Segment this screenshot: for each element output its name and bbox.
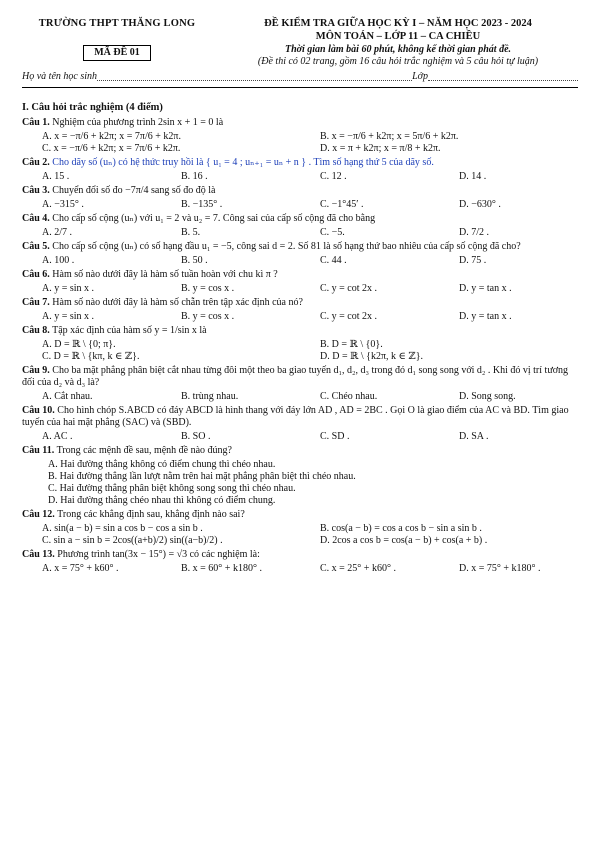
answer-option-c[interactable]: C. 44 . (320, 254, 347, 266)
question-number: Câu 5. (22, 240, 50, 252)
question-10 (22, 405, 578, 443)
student-info-line (22, 71, 578, 83)
header-right (218, 18, 578, 68)
question-stem (22, 213, 578, 225)
answer-option-d[interactable]: D. 75 . (459, 254, 487, 266)
question-2 (22, 157, 578, 183)
question-stem (22, 365, 578, 389)
question-stem (22, 325, 578, 337)
header-left (22, 18, 212, 68)
exam-title: ĐỀ KIỂM TRA GIỮA HỌC KỲ I – NĂM HỌC 2023 - 2024 (264, 18, 532, 29)
question-text: Chuyển đổi số đo −7π/4 sang số đo độ là (52, 184, 216, 196)
answer-option-a[interactable]: A. Hai đường thẳng không có điểm chung thì chéo nhau. (48, 458, 276, 470)
question-text: Hàm số nào dưới đây là hàm số tuần hoàn với chu kì π ? (52, 268, 278, 280)
question-number: Câu 1. (22, 116, 50, 128)
question-12 (22, 509, 578, 547)
answer-option-d[interactable]: D. y = tan x . (459, 282, 512, 294)
answer-option-b[interactable]: B. Hai đường thẳng lần lượt nằm trên hai mặt phẳng phân biệt thì chéo nhau. (48, 470, 356, 482)
answer-options (22, 283, 578, 295)
question-number: Câu 10. (22, 404, 55, 416)
class-label: Lớp (412, 71, 428, 83)
answer-option-a[interactable]: A. y = sin x . (42, 282, 95, 294)
answer-option-a[interactable]: A. Cắt nhau. (42, 390, 93, 402)
question-text: Trong các mệnh đề sau, mệnh đề nào đúng? (56, 444, 232, 456)
answer-options (22, 459, 578, 507)
answer-options (22, 255, 578, 267)
exam-code-box: MÃ ĐỀ 01 (83, 45, 151, 61)
question-number: Câu 13. (22, 548, 55, 560)
exam-page (22, 18, 578, 575)
answer-options (22, 339, 578, 363)
answer-options (22, 227, 578, 239)
question-number: Câu 6. (22, 268, 50, 280)
answer-option-b[interactable]: B. 50 . (181, 254, 208, 266)
question-9 (22, 365, 578, 403)
answer-option-d[interactable]: D. 14 . (459, 170, 487, 182)
answer-option-a[interactable]: A. 15 . (42, 170, 70, 182)
question-3 (22, 185, 578, 211)
answer-option-b[interactable]: B. 5. (181, 226, 201, 238)
question-number: Câu 3. (22, 184, 50, 196)
answer-options (22, 199, 578, 211)
exam-duration: Thời gian làm bài 60 phút, không kể thời gian phát đề. (284, 44, 512, 56)
section-title: I. Câu hỏi trắc nghiệm (4 điểm) (22, 102, 163, 114)
answer-option-b[interactable]: B. x = 60° + k180° . (181, 562, 262, 574)
answer-option-c[interactable]: C. Hai đường thẳng phân biệt không song song thì chéo nhau. (48, 482, 296, 494)
answer-option-a[interactable]: A. x = 75° + k60° . (42, 562, 119, 574)
answer-option-a[interactable]: A. 2/7 . (42, 226, 72, 238)
question-stem (22, 297, 578, 309)
question-11 (22, 445, 578, 507)
question-4 (22, 213, 578, 239)
answer-option-d[interactable]: D. −630° . (459, 198, 501, 210)
question-text: Hàm số nào dưới đây là hàm số chẵn trên tập xác định của nó? (52, 296, 303, 308)
answer-option-a[interactable]: A. −315° . (42, 198, 84, 210)
answer-options (22, 523, 578, 547)
answer-option-d[interactable]: D. D = ℝ \ {k2π, k ∈ ℤ}. (320, 350, 424, 362)
answer-option-b[interactable]: B. y = cos x . (181, 282, 235, 294)
exam-subject: MÔN TOÁN – LỚP 11 – CA CHIỀU (315, 30, 481, 42)
exam-header (22, 18, 578, 68)
question-text: Cho dãy số (uₙ) có hệ thức truy hồi là { u₁ = 4 ; uₙ₊₁ = uₙ + n } . Tìm số hạng thứ 5 của dãy số. (52, 156, 434, 168)
question-text: Tập xác định của hàm số y = 1/sin x là (52, 324, 207, 336)
answer-option-c[interactable]: C. SD . (320, 430, 350, 442)
answer-option-d[interactable]: D. SA . (459, 430, 489, 442)
answer-option-c[interactable]: C. D = ℝ \ {kπ, k ∈ ℤ}. (42, 350, 140, 362)
question-text: Nghiệm của phương trình 2sin x + 1 = 0 là (52, 116, 224, 128)
question-stem (22, 157, 578, 169)
answer-option-d[interactable]: D. 2cos a cos b = cos(a − b) + cos(a + b) . (320, 534, 488, 546)
question-stem (22, 241, 578, 253)
question-text: Cho ba mặt phẳng phân biệt cắt nhau từng đôi một theo ba giao tuyến d₁, d₂, d₃ trong đó d₁ song song với d₂ . Khi đó vị trí tương đối của d₂ và d₃ là? (22, 364, 569, 388)
question-number: Câu 7. (22, 296, 50, 308)
question-stem (22, 117, 578, 129)
question-stem (22, 445, 578, 457)
answer-option-d[interactable]: D. x = 75° + k180° . (459, 562, 541, 574)
answer-option-a[interactable]: A. 100 . (42, 254, 75, 266)
answer-option-a[interactable]: A. x = −π/6 + k2π; x = 7π/6 + k2π. (42, 130, 181, 142)
answer-option-d[interactable]: D. y = tan x . (459, 310, 512, 322)
question-text: Phương trình tan(3x − 15°) = √3 có các nghiệm là: (57, 548, 260, 560)
answer-option-c[interactable]: C. x = 25° + k60° . (320, 562, 396, 574)
answer-option-c[interactable]: C. x = −π/6 + k2π; x = 7π/6 + k2π. (42, 142, 181, 154)
answer-option-a[interactable]: A. sin(a − b) = sin a cos b − cos a sin b . (42, 522, 203, 534)
question-text: Cho cấp số cộng (uₙ) có số hạng đầu u₁ = −5, công sai d = 2. Số 81 là số hạng thứ bao nhiêu của cấp số cộng đã cho? (52, 240, 521, 252)
header-divider (22, 87, 578, 88)
exam-note: (Đề thi có 02 trang, gồm 16 câu hỏi trắc nghiệm và 5 câu hỏi tự luận) (257, 56, 539, 68)
answer-option-a[interactable]: A. AC . (42, 430, 73, 442)
question-stem (22, 185, 578, 197)
question-text: Cho cấp số cộng (uₙ) với u₁ = 2 và u₂ = 7. Công sai của cấp số cộng đã cho bằng (52, 212, 376, 224)
answer-options (22, 563, 578, 575)
answer-option-c[interactable]: C. sin a − sin b = 2cos((a+b)/2) sin((a−b)/2) . (42, 534, 223, 546)
answer-options (22, 311, 578, 323)
answer-option-d[interactable]: D. Hai đường thẳng chéo nhau thì không có điểm chung. (48, 494, 276, 506)
class-blank (428, 71, 578, 81)
question-text: Trong các khẳng định sau, khẳng định nào sai? (57, 508, 245, 520)
question-stem (22, 549, 578, 561)
answer-option-b[interactable]: B. x = −π/6 + k2π; x = 5π/6 + k2π. (320, 130, 459, 142)
question-number: Câu 8. (22, 324, 50, 336)
answer-options (22, 131, 578, 155)
answer-option-c[interactable]: C. y = cot 2x . (320, 310, 378, 322)
answer-option-c[interactable]: C. −5. (320, 226, 345, 238)
question-number: Câu 11. (22, 444, 55, 456)
answer-option-b[interactable]: B. 16 . (181, 170, 208, 182)
answer-option-c[interactable]: C. Chéo nhau. (320, 390, 378, 402)
question-5 (22, 241, 578, 267)
question-6 (22, 269, 578, 295)
question-13 (22, 549, 578, 575)
answer-option-c[interactable]: C. 12 . (320, 170, 347, 182)
student-name-label: Họ và tên học sinh (22, 71, 97, 83)
answer-option-b[interactable]: B. SO . (181, 430, 211, 442)
answer-options (22, 391, 578, 403)
answer-option-b[interactable]: B. y = cos x . (181, 310, 235, 322)
answer-option-b[interactable]: B. cos(a − b) = cos a cos b − sin a sin b . (320, 522, 482, 534)
question-number: Câu 9. (22, 364, 50, 376)
question-1 (22, 117, 578, 155)
question-stem (22, 509, 578, 521)
question-stem (22, 269, 578, 281)
answer-option-d[interactable]: D. x = π + k2π; x = π/8 + k2π. (320, 142, 441, 154)
question-number: Câu 4. (22, 212, 50, 224)
answer-option-a[interactable]: A. y = sin x . (42, 310, 95, 322)
answer-options (22, 431, 578, 443)
question-list (22, 117, 578, 575)
question-text: Cho hình chóp S.ABCD có đáy ABCD là hình thang với đáy lớn AD , AD = 2BC . Gọi O là giao điểm của AC và BD. Tìm giao tuyến của hai mặt phẳng (SAC) và (SBD). (22, 404, 569, 428)
answer-options (22, 171, 578, 183)
answer-option-b[interactable]: B. trùng nhau. (181, 390, 239, 402)
question-number: Câu 12. (22, 508, 55, 520)
answer-option-d[interactable]: D. Song song. (459, 390, 516, 402)
question-stem (22, 405, 578, 429)
answer-option-c[interactable]: C. y = cot 2x . (320, 282, 378, 294)
answer-option-b[interactable]: B. −135° . (181, 198, 223, 210)
question-number: Câu 2. (22, 156, 50, 168)
answer-option-b[interactable]: B. D = ℝ \ {0}. (320, 338, 383, 350)
question-7 (22, 297, 578, 323)
answer-option-c[interactable]: C. −1°45′ . (320, 198, 364, 210)
school-name: TRƯỜNG THPT THĂNG LONG (38, 18, 196, 29)
student-name-blank (97, 71, 412, 81)
answer-option-a[interactable]: A. D = ℝ \ {0; π}. (42, 338, 116, 350)
question-8 (22, 325, 578, 363)
answer-option-d[interactable]: D. 7/2 . (459, 226, 489, 238)
